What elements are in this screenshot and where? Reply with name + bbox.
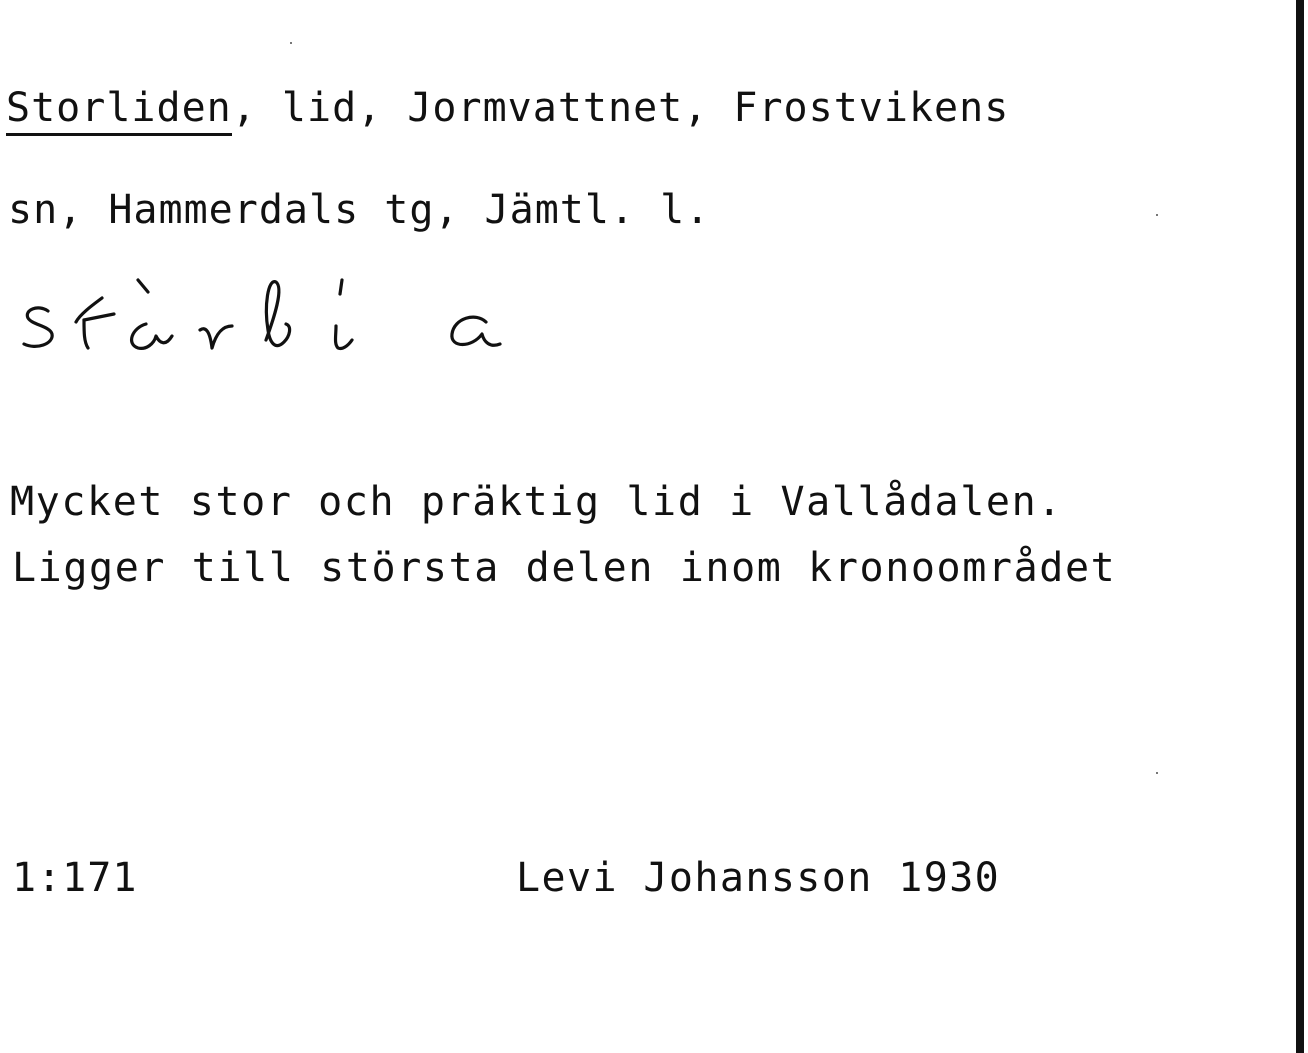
heading-location: , lid, Jormvattnet, Frostvikens [231, 85, 1010, 131]
card-edge-border [1296, 0, 1304, 1053]
reference-number: 1:171 [12, 855, 138, 901]
note-line-2: Ligger till största delen inom kronoområdet [12, 545, 1117, 591]
headword: Storliden [6, 85, 232, 136]
note-line-1: Mycket stor och präktig lid i Vallådalen. [10, 479, 1063, 525]
paper-speck [290, 42, 292, 44]
collector-signature: Levi Johansson 1930 [516, 855, 1001, 901]
paper-speck [1156, 772, 1158, 774]
heading-line-2: sn, Hammerdals tg, Jämtl. l. [8, 187, 711, 233]
paper-speck [1156, 214, 1158, 216]
handwritten-pronunciation [14, 268, 514, 368]
heading-line-1 [6, 84, 1009, 132]
